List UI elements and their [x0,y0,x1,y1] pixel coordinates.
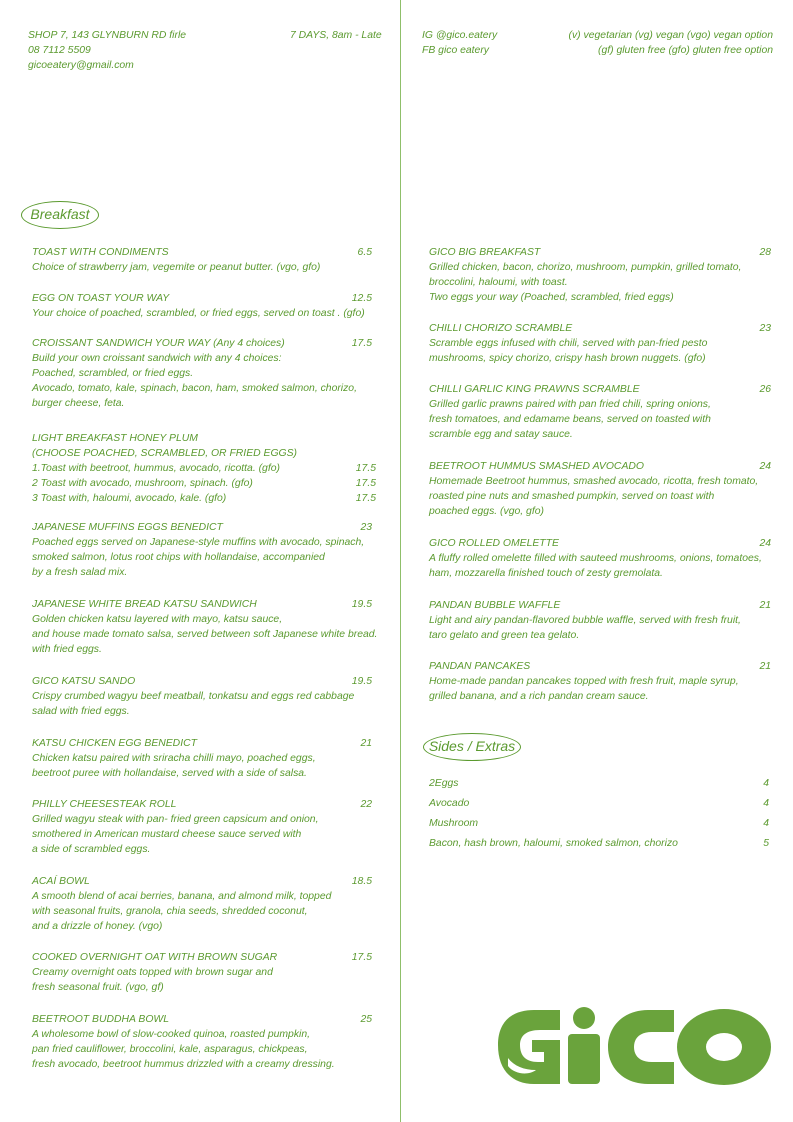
menu-item-header [32,520,372,535]
side-item-price: 4 [763,798,769,809]
side-item-name: Avocado [429,798,470,809]
menu-item-description: Light and airy pandan-flavored bubble waffle, served with fresh fruit, [429,615,741,626]
menu-item-title: BEETROOT HUMMUS SMASHED AVOCADO [429,461,644,472]
menu-item-title: CHILLI CHORIZO SCRAMBLE [429,323,573,334]
menu-item-price: 24 [759,538,771,549]
menu-item [32,291,372,321]
menu-item-description: Chicken katsu paired with sriracha chilli mayo, poached eggs, [32,753,316,764]
dietary-legend-line: (v) vegetarian (vg) vegan (vgo) vegan option [568,30,773,41]
menu-item-light-breakfast [32,431,376,506]
menu-item-title: TOAST WITH CONDIMENTS [32,247,169,258]
menu-item [429,459,771,519]
menu-item-price: 24 [759,461,771,472]
menu-item-title: GICO KATSU SANDO [32,676,136,687]
menu-item-price: 21 [759,661,771,672]
menu-item-header [32,950,372,965]
menu-item-description: Creamy overnight oats topped with brown sugar and [32,967,273,978]
menu-item-header [429,536,771,551]
menu-item-header [32,736,372,751]
option-price: 17.5 [355,493,376,504]
side-item [429,796,769,811]
menu-item [32,874,372,934]
menu-item-price: 6.5 [357,247,372,258]
menu-item-header [32,874,372,889]
menu-item-price: 26 [759,384,771,395]
menu-item [429,536,771,581]
menu-item [32,736,372,781]
menu-item-header [32,245,372,260]
menu-item-description: a side of scrambled eggs. [32,844,151,855]
menu-item-description: mushrooms, spicy chorizo, crispy hash brown nuggets. (gfo) [429,353,706,364]
menu-item-description: Poached eggs served on Japanese-style muffins with avocado, spinach, [32,537,365,548]
menu-item-price: 12.5 [351,293,372,304]
menu-item-description: Golden chicken katsu layered with mayo, katsu sauce, [32,614,283,625]
light-breakfast-option [32,461,376,476]
opening-hours: 7 DAYS, 8am - Late [290,30,382,41]
menu-item [32,520,372,580]
menu-item-title: KATSU CHICKEN EGG BENEDICT [32,738,197,749]
menu-item-price: 21 [759,600,771,611]
menu-item-description: A wholesome bowl of slow-cooked quinoa, roasted pumpkin, [32,1029,311,1040]
side-item [429,776,769,791]
menu-item [32,1012,372,1072]
option-price: 17.5 [355,478,376,489]
menu-item-description: Grilled garlic prawns paired with pan fried chili, spring onions, [429,399,711,410]
side-item-price: 4 [763,778,769,789]
menu-item-description: Your choice of poached, scrambled, or fried eggs, served on toast . (gfo) [32,308,365,319]
menu-item-title: GICO BIG BREAKFAST [429,247,541,258]
menu-item-description: Two eggs your way (Poached, scrambled, fried eggs) [429,292,674,303]
menu-item-title: PHILLY CHEESESTEAK ROLL [32,799,177,810]
option-text: 2 Toast with avocado, mushroom, spinach. (gfo) [32,478,253,489]
address-block [28,28,186,73]
dietary-legend-line: (gf) gluten free (gfo) gluten free option [597,45,773,56]
menu-item-description: smothered in American mustard cheese sauce served with [32,829,302,840]
menu-item-price: 28 [759,247,771,258]
side-item [429,816,769,831]
menu-item-price: 23 [360,522,372,533]
email-line: gicoeatery@gmail.com [28,60,134,71]
gico-logo [498,1004,771,1086]
menu-item-header [429,245,771,260]
light-breakfast-option [32,476,376,491]
menu-item-header [32,597,372,612]
menu-item-description: Grilled wagyu steak with pan- fried green capsicum and onion, [32,814,319,825]
menu-item-description: poached eggs. (vgo, gfo) [429,506,544,517]
menu-item-header [32,1012,372,1027]
menu-item-description: Grilled chicken, bacon, chorizo, mushroom, pumpkin, grilled tomato, [429,262,742,273]
menu-item-title: PANDAN BUBBLE WAFFLE [429,600,561,611]
light-breakfast-option [32,491,376,506]
menu-item-header [429,459,771,474]
menu-item-description: Build your own croissant sandwich with any 4 choices: [32,353,282,364]
menu-item-title: LIGHT BREAKFAST HONEY PLUM [32,433,198,444]
menu-item-description: Avocado, tomato, kale, spinach, bacon, ham, smoked salmon, chorizo, [32,383,357,394]
menu-item [32,950,372,995]
side-item [429,836,769,851]
breakfast-section-label: Breakfast [21,201,99,229]
option-text: 3 Toast with, haloumi, avocado, kale. (gfo) [32,493,227,504]
menu-item [32,597,378,657]
menu-item-title: CHILLI GARLIC KING PRAWNS SCRAMBLE [429,384,640,395]
menu-item-price: 17.5 [351,338,372,349]
menu-item-description: Choice of strawberry jam, vegemite or peanut butter. (vgo, gfo) [32,262,321,273]
menu-item [429,598,771,643]
menu-item-description: ham, mozzarella finished touch of zesty gremolata. [429,568,663,579]
menu-item-title: JAPANESE MUFFINS EGGS BENEDICT [32,522,223,533]
sides-section-label: Sides / Extras [423,733,521,761]
menu-item-header [429,321,771,336]
dietary-legend [569,28,773,58]
menu-item-title: JAPANESE WHITE BREAD KATSU SANDWICH [32,599,257,610]
menu-item-description: broccolini, haloumi, with toast. [429,277,568,288]
menu-item-description: Crispy crumbed wagyu beef meatball, tonkatsu and eggs red cabbage [32,691,355,702]
menu-item [429,382,771,442]
menu-item-header [429,598,771,613]
menu-item-description: taro gelato and green tea gelato. [429,630,580,641]
menu-item-price: 23 [759,323,771,334]
menu-item [32,245,372,275]
menu-item-price: 21 [360,738,372,749]
menu-item-description: grilled banana, and a rich pandan cream sauce. [429,691,649,702]
menu-item-header [32,797,372,812]
menu-item [32,336,372,411]
instagram-handle: IG @gico.eatery [422,30,498,41]
menu-item-description: Scramble eggs infused with chili, served with pan-fried pesto [429,338,708,349]
menu-item-description: Home-made pandan pancakes topped with fresh fruit, maple syrup, [429,676,739,687]
side-item-name: 2Eggs [429,778,459,789]
social-block [422,28,497,58]
phone-line: 08 7112 5509 [28,45,91,56]
menu-item-description: fresh avocado, beetroot hummus drizzled with a creamy dressing. [32,1059,335,1070]
menu-item-description: pan fried cauliflower, broccolini, kale, asparagus, chickpeas, [32,1044,308,1055]
menu-item-description: Homemade Beetroot hummus, smashed avocado, ricotta, fresh tomato, [429,476,759,487]
menu-item-header [32,674,372,689]
side-item-name: Bacon, hash brown, haloumi, smoked salmon, chorizo [429,838,678,849]
option-text: 1.Toast with beetroot, hummus, avocado, ricotta. (gfo) [32,463,280,474]
menu-item-price: 17.5 [351,952,372,963]
facebook-handle: FB gico eatery [422,45,489,56]
menu-item-header [32,291,372,306]
menu-item-price: 18.5 [351,876,372,887]
menu-item-header [32,336,372,351]
menu-item-description: A smooth blend of acai berries, banana, and almond milk, topped [32,891,332,902]
side-item-name: Mushroom [429,818,479,829]
menu-item-price: 25 [360,1014,372,1025]
menu-item-description: scramble egg and satay sauce. [429,429,573,440]
side-item-price: 4 [763,818,769,829]
menu-item-description: fresh seasonal fruit. (vgo, gf) [32,982,164,993]
menu-item-title: BEETROOT BUDDHA BOWL [32,1014,170,1025]
menu-item-description: and house made tomato salsa, served between soft Japanese white bread. [32,629,378,640]
menu-item-title: EGG ON TOAST YOUR WAY [32,293,170,304]
menu-item-header [429,382,771,397]
menu-item-description: smoked salmon, lotus root chips with hollandaise, accompanied [32,552,325,563]
menu-item [429,245,771,305]
menu-item-title: ACAÍ BOWL [32,876,90,887]
side-item-price: 5 [763,838,769,849]
menu-item-title: COOKED OVERNIGHT OAT WITH BROWN SUGAR [32,952,278,963]
menu-item-subtitle: (CHOOSE POACHED, SCRAMBLED, OR FRIED EGGS) [32,448,297,459]
menu-item-title: CROISSANT SANDWICH YOUR WAY (Any 4 choices) [32,338,285,349]
menu-item-price: 19.5 [351,599,372,610]
page-divider [400,0,401,1122]
menu-item-description: burger cheese, feta. [32,398,125,409]
address-line: SHOP 7, 143 GLYNBURN RD firle [28,30,187,41]
menu-item-description: fresh tomatoes, and edamame beans, served on toasted with [429,414,711,425]
menu-item [32,797,372,857]
menu-item-title: GICO ROLLED OMELETTE [429,538,559,549]
menu-item-description: with fried eggs. [32,644,102,655]
menu-item [32,674,372,719]
menu-item-description: Poached, scrambled, or fried eggs. [32,368,194,379]
menu-item-description: roasted pine nuts and smashed pumpkin, served on toast with [429,491,715,502]
menu-item-description: with seasonal fruits, granola, chia seeds, shredded coconut, [32,906,308,917]
option-price: 17.5 [355,463,376,474]
menu-item-description: salad with fried eggs. [32,706,130,717]
menu-item [429,659,771,704]
menu-item-title: PANDAN PANCAKES [429,661,531,672]
menu-item-description: and a drizzle of honey. (vgo) [32,921,163,932]
menu-item-price: 22 [360,799,372,810]
menu-item-header [429,659,771,674]
menu-item-price: 19.5 [351,676,372,687]
menu-item-description: by a fresh salad mix. [32,567,128,578]
menu-item-description: A fluffy rolled omelette filled with sauteed mushrooms, onions, tomatoes, [429,553,762,564]
menu-item-description: beetroot puree with hollandaise, served with a side of salsa. [32,768,307,779]
menu-item [429,321,771,366]
